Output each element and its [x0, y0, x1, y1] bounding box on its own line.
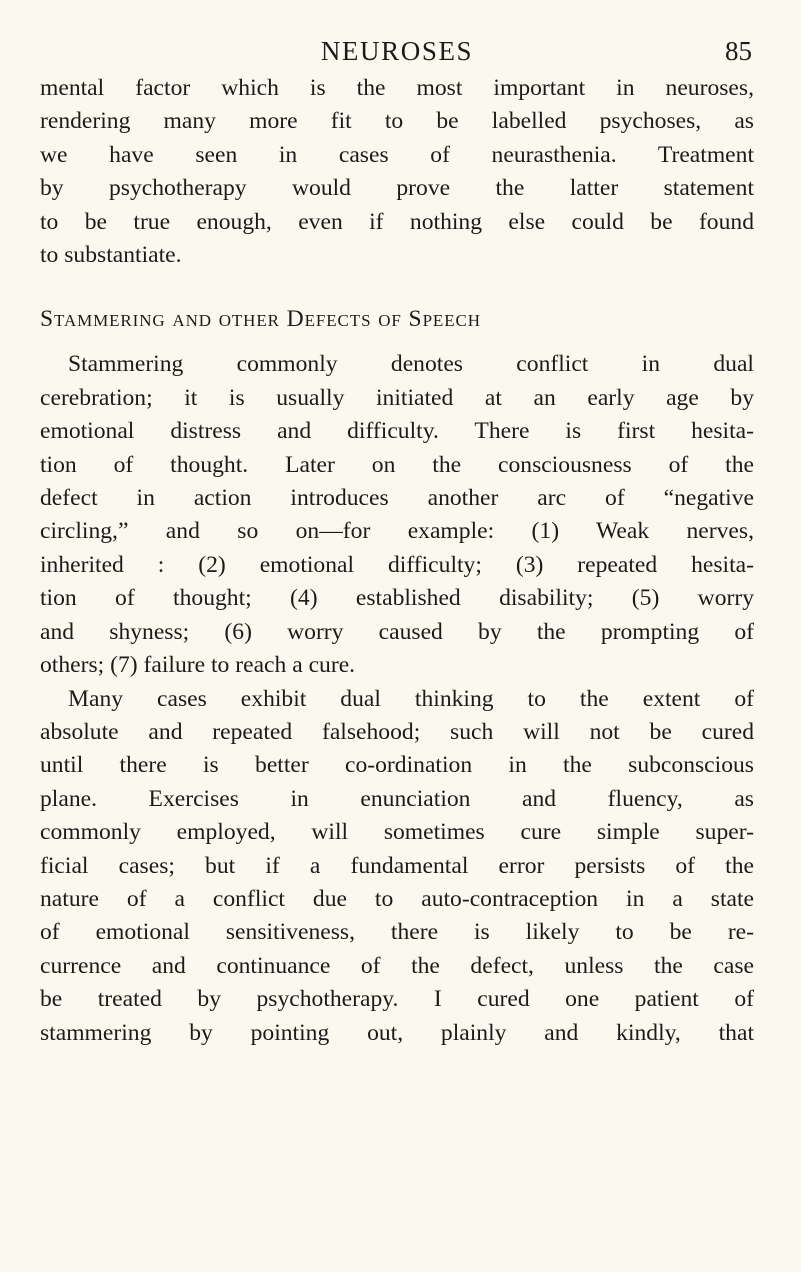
text-line: be treated by psychotherapy. I cured one patient of	[40, 986, 754, 1013]
book-page	[40, 28, 754, 1050]
text-line: until there is better co-ordination in the subconscious	[40, 752, 754, 779]
text-line: currence and continuance of the defect, unless the case	[40, 952, 754, 979]
text-line: tion of thought; (4) established disability; (5) worry	[40, 585, 754, 612]
text-line: others; (7) failure to reach a cure.	[40, 652, 356, 679]
text-line: absolute and repeated falsehood; such will not be cured	[40, 718, 754, 745]
text-line: to substantiate.	[40, 242, 182, 269]
text-line: and shyness; (6) worry caused by the prompting of	[40, 618, 754, 645]
text-line: cerebration; it is usually initiated at an early age by	[40, 384, 754, 411]
text-line: Many cases exhibit dual thinking to the extent of	[68, 685, 754, 712]
text-line: circling,” and so on—for example: (1) Weak nerves,	[40, 518, 754, 545]
text-line: ficial cases; but if a fundamental error persists of the	[40, 852, 754, 879]
text-line: commonly employed, will sometimes cure simple super-	[40, 819, 754, 846]
text-line: inherited : (2) emotional difficulty; (3) repeated hesita-	[40, 551, 754, 578]
text-line: to be true enough, even if nothing else could be found	[40, 208, 754, 235]
text-line: we have seen in cases of neurasthenia. Treatment	[40, 141, 754, 168]
text-line: plane. Exercises in enunciation and fluency, as	[40, 785, 754, 812]
running-title: NEUROSES	[320, 36, 474, 66]
text-line: defect in action introduces another arc of “negative	[40, 485, 754, 512]
paragraph-stammering	[40, 348, 754, 682]
text-line: stammering by pointing out, plainly and kindly, that	[40, 1019, 754, 1046]
running-head	[40, 28, 754, 72]
text-line: Stammering commonly denotes conflict in dual	[68, 351, 754, 378]
text-line: emotional distress and difficulty. There is first hesita-	[40, 418, 754, 445]
paragraph-dual-thinking	[40, 683, 754, 1050]
text-line: of emotional sensitiveness, there is likely to be re-	[40, 919, 754, 946]
text-line: tion of thought. Later on the consciousness of the	[40, 451, 754, 478]
text-line: by psychotherapy would prove the latter statement	[40, 175, 754, 202]
page-number: 85	[725, 36, 752, 66]
section-heading: Stammering and other Defects of Speech	[40, 306, 481, 333]
text-line: nature of a conflict due to auto-contraception in a state	[40, 885, 754, 912]
paragraph-continuation	[40, 72, 754, 272]
text-line: rendering many more fit to be labelled psychoses, as	[40, 108, 754, 135]
text-line: mental factor which is the most important in neuroses,	[40, 75, 754, 101]
